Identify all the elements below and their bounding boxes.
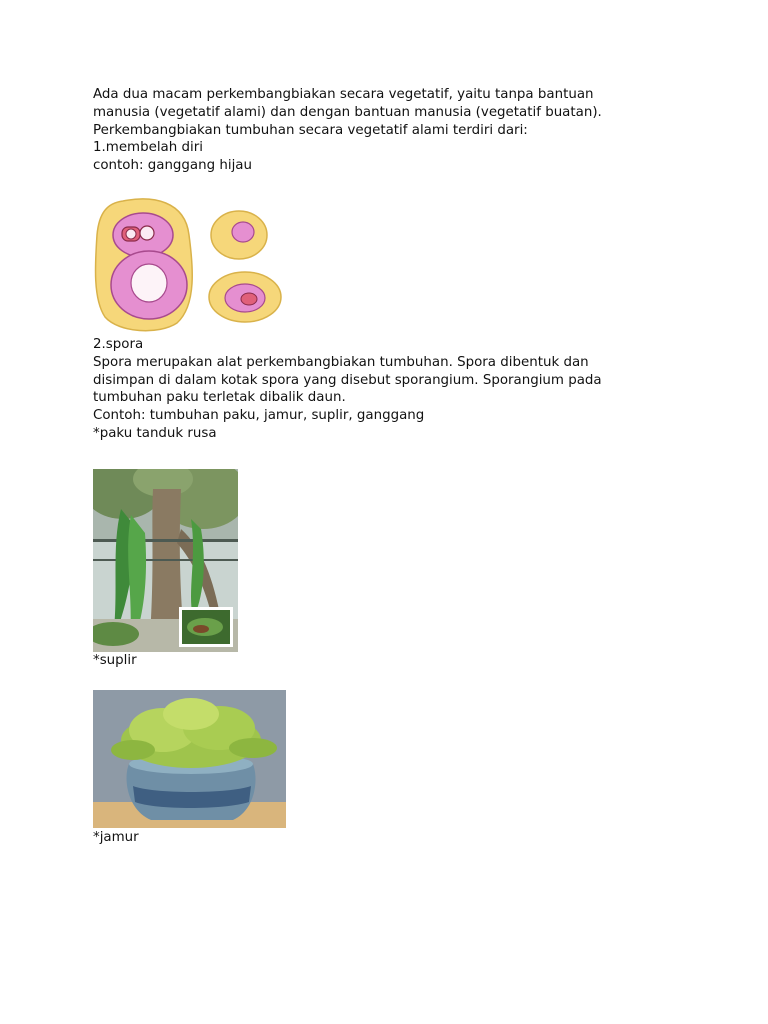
intro-line-2: manusia (vegetatif alami) dan dengan bantuan manusia (vegetatif buatan). <box>93 104 602 120</box>
suplir-photo <box>93 690 286 828</box>
jamur-caption: *jamur <box>93 830 139 845</box>
jamur-caption-block <box>93 829 653 847</box>
membelah-diri-example: contoh: ganggang hijau <box>93 158 253 174</box>
paku-tanduk-rusa-photo <box>93 469 238 652</box>
spora-paragraph <box>93 336 653 443</box>
cell-division-illustration <box>93 195 285 335</box>
spora-line-1: Spora merupakan alat perkembangbiakan tumbuhan. Spora dibentuk dan <box>93 354 589 370</box>
intro-line-1: Ada dua macam perkembangbiakan secara vegetatif, yaitu tanpa bantuan <box>93 87 594 102</box>
intro-line-3: Perkembangbiakan tumbuhan secara vegetatif alami terdiri dari: <box>93 122 528 138</box>
intro-paragraph <box>93 86 653 175</box>
spora-heading: 2.spora <box>93 337 144 352</box>
spora-line-3: tumbuhan paku terletak dibalik daun. <box>93 390 346 406</box>
spora-examples: Contoh: tumbuhan paku, jamur, suplir, ganggang <box>93 408 425 424</box>
paku-tanduk-rusa-caption: *paku tanduk rusa <box>93 425 217 441</box>
spora-line-2: disimpan di dalam kotak spora yang disebut sporangium. Sporangium pada <box>93 372 602 388</box>
membelah-diri-heading: 1.membelah diri <box>93 140 203 156</box>
suplir-caption: *suplir <box>93 653 137 668</box>
suplir-caption-block <box>93 652 653 670</box>
